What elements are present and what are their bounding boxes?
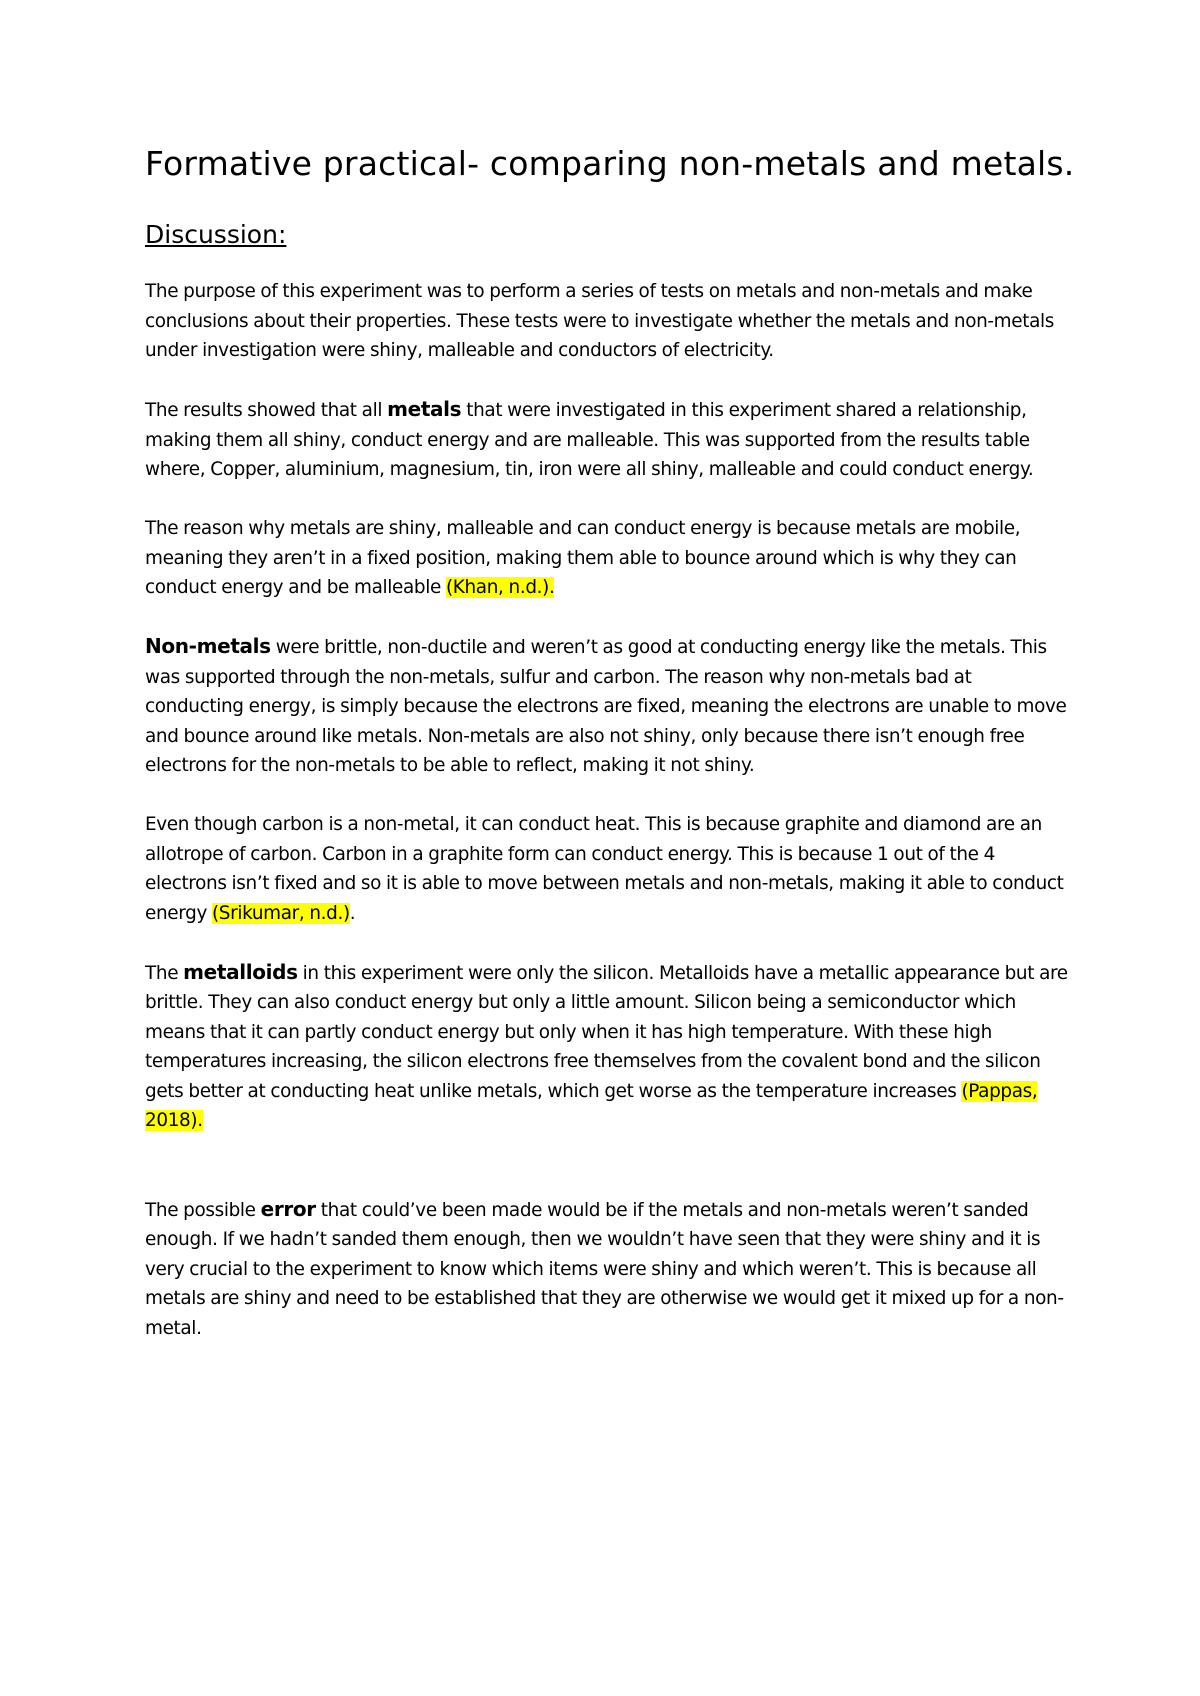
term-non-metals: Non-metals bbox=[145, 634, 271, 658]
paragraph-carbon-end: . bbox=[349, 902, 356, 924]
paragraph-results-intro: The results showed that all bbox=[145, 400, 388, 421]
paragraph-metalloids bbox=[145, 958, 1075, 1136]
term-metalloids: metalloids bbox=[183, 959, 298, 984]
citation-srikumar: (Srikumar, n.d.) bbox=[211, 902, 350, 924]
term-error: error bbox=[260, 1196, 316, 1221]
citation-khan: (Khan, n.d.). bbox=[445, 577, 555, 598]
citation-pappas: (Pappas, 2018). bbox=[145, 1080, 1038, 1131]
document-title: Formative practical- comparing non-metals and metals. bbox=[145, 144, 1075, 183]
discussion-heading: Discussion: bbox=[145, 220, 287, 249]
paragraph-non-metals bbox=[145, 632, 1075, 781]
paragraph-error-body: that could’ve been made would be if the metals and non-metals weren’t sanded enough. If we hadn’t sanded them enough, then we wouldn’t have seen that they were shiny and it is very crucial to the experiment to know which items were shiny and which weren’t. This is because all metals are shiny and need to be established that they are otherwise we would get it mixed up for a non-metal. bbox=[145, 1199, 1064, 1339]
paragraph-metalloids-intro: The bbox=[145, 962, 184, 984]
paragraph-carbon-body: Even though carbon is a non-metal, it can conduct heat. This is because graphite and diamond are an allotrope of carbon. Carbon in a graphite form can conduct energy. This is because 1 out of the 4 electrons isn’t fixed and so it is able to move between metals and non-metals, making it able to conduct energy bbox=[145, 814, 1064, 924]
paragraph-results bbox=[145, 395, 1075, 485]
paragraph-reason-body: The reason why metals are shiny, malleable and can conduct energy is because metals are mobile, meaning they aren’t in a fixed position, making them able to bounce around which is why they can conduct energy and be malleable bbox=[145, 518, 1021, 598]
paragraph-results-body: that were investigated in this experiment shared a relationship, making them all shiny, conduct energy and are malleable. This was supported from the results table where, Copper, aluminium, magnesium, tin, iron were all shiny, malleable and could conduct energy. bbox=[145, 400, 1034, 480]
paragraph-error bbox=[145, 1195, 1075, 1344]
paragraph-metalloids-body: in this experiment were only the silicon. Metalloids have a metallic appearance but are brittle. They can also conduct energy but only a little amount. Silicon being a semiconductor which means that it can partly conduct energy but only when it has high temperature. With these high temperatures increasing, the silicon electrons free themselves from the covalent bond and the silicon gets better at conducting heat unlike metals, which get worse as the temperature increases bbox=[145, 962, 1068, 1102]
term-metals: metals bbox=[387, 397, 462, 421]
paragraph-carbon bbox=[145, 810, 1075, 928]
paragraph-reason bbox=[145, 514, 1075, 603]
paragraph-non-metals-body: were brittle, non-ductile and weren’t as good at conducting energy like the metals. This was supported through the non-metals, sulfur and carbon. The reason why non-metals bad at conducting energy, is simply because the electrons are fixed, meaning the electrons are unable to move and bounce around like metals. Non-metals are also not shiny, only because there isn’t enough free electrons for the non-metals to be able to reflect, making it not shiny. bbox=[145, 637, 1067, 776]
document-body bbox=[145, 142, 1075, 1343]
paragraph-purpose: The purpose of this experiment was to perform a series of tests on metals and non-metals and make conclusions about their properties. These tests were to investigate whether the metals and non-metals under investigation were shiny, malleable and conductors of electricity. bbox=[145, 281, 1054, 361]
paragraph-error-intro: The possible bbox=[145, 1199, 261, 1221]
